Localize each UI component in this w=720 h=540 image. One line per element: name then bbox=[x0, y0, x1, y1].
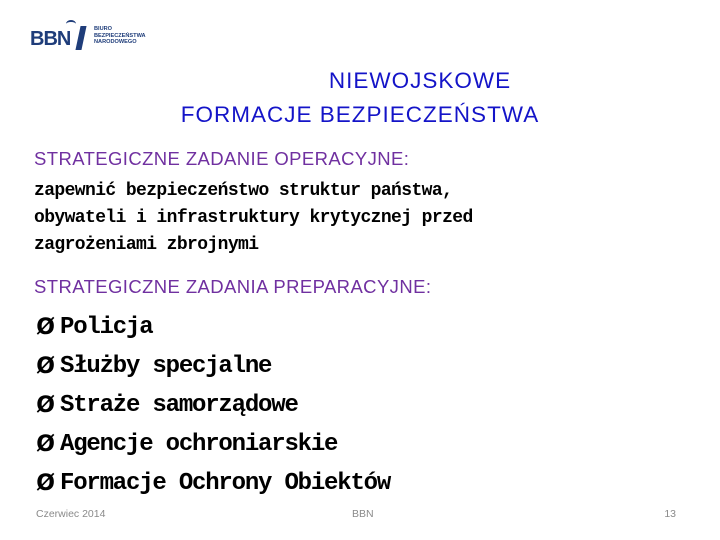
list-item-label: Policja bbox=[60, 314, 153, 341]
logo-text bbox=[94, 26, 146, 46]
list-item bbox=[32, 308, 390, 347]
list-item bbox=[32, 464, 390, 503]
arrow-right-icon: Ø bbox=[36, 432, 54, 457]
operational-text-line: obywateli i infrastruktury krytycznej przed bbox=[34, 208, 473, 228]
list-item-label: Służby specjalne bbox=[60, 353, 272, 380]
list-item-label: Straże samorządowe bbox=[60, 392, 298, 419]
page-number: 13 bbox=[664, 508, 676, 520]
footer-center-text: BBN bbox=[352, 508, 374, 520]
logo-letters: BBN bbox=[30, 28, 71, 50]
logo-slash-icon bbox=[75, 26, 86, 50]
list-item bbox=[32, 347, 390, 386]
arrow-right-icon: Ø bbox=[36, 354, 54, 379]
operational-heading: STRATEGICZNE ZADANIE OPERACYJNE: bbox=[34, 148, 410, 169]
bbn-logo bbox=[30, 18, 146, 54]
logo-text-line: BEZPIECZEŃSTWA bbox=[94, 32, 146, 39]
operational-text-line: zagrożeniami zbrojnymi bbox=[34, 235, 259, 255]
list-item bbox=[32, 425, 390, 464]
list-item bbox=[32, 386, 390, 425]
logo-text-line: BIURO bbox=[94, 26, 113, 33]
operational-text-line: zapewnić bezpieczeństwo struktur państwa, bbox=[34, 181, 453, 201]
operational-text bbox=[34, 178, 674, 259]
logo-text-line: NARODOWEGO bbox=[94, 39, 137, 46]
title-line-2: FORMACJE BEZPIECZEŃSTWA bbox=[180, 102, 540, 127]
eagle-icon bbox=[66, 20, 76, 28]
arrow-right-icon: Ø bbox=[36, 315, 54, 340]
slide-title bbox=[0, 64, 720, 132]
arrow-right-icon: Ø bbox=[36, 471, 54, 496]
list-item-label: Formacje Ochrony Obiektów bbox=[60, 470, 391, 497]
list-item-label: Agencje ochroniarskie bbox=[60, 431, 338, 458]
title-line-1: NIEWOJSKOWE bbox=[328, 68, 512, 93]
arrow-right-icon: Ø bbox=[36, 393, 54, 418]
footer-date: Czerwiec 2014 bbox=[36, 508, 106, 520]
preparatory-heading: STRATEGICZNE ZADANIA PREPARACYJNE: bbox=[34, 276, 432, 297]
bbn-logo-mark bbox=[30, 18, 90, 54]
preparatory-list bbox=[32, 308, 390, 503]
